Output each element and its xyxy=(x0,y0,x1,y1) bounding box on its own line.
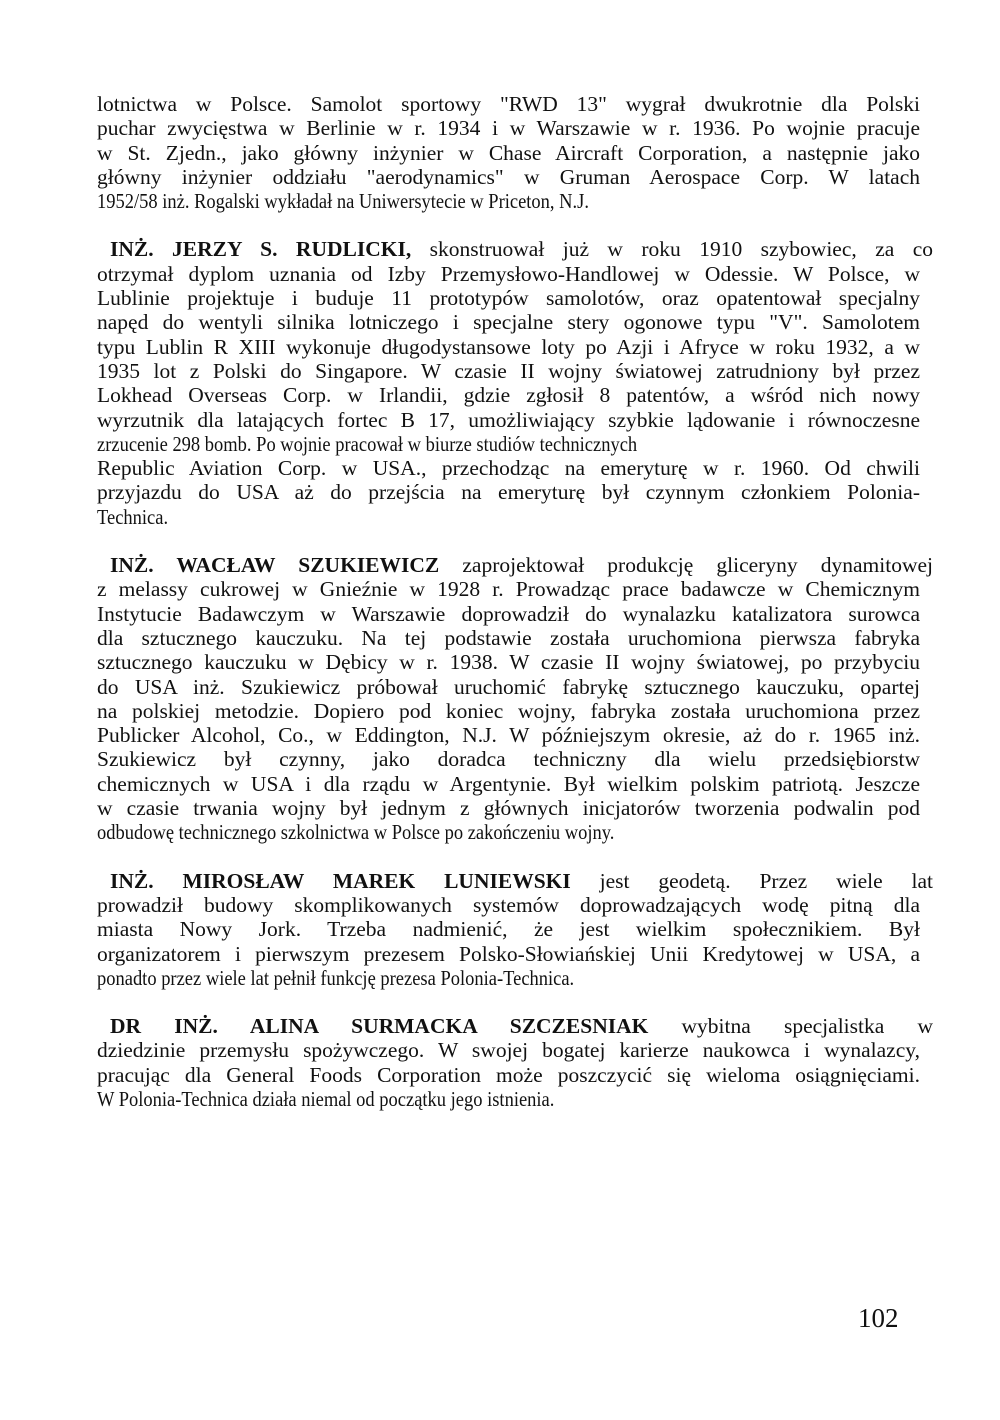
paragraph-luniewski xyxy=(97,868,933,990)
text-line: typu Lublin R XIII wykonuje długodystansowe loty po Azji i Afryce w roku 1932, a w xyxy=(97,334,920,359)
text-line: dla sztucznego kauczuku. Na tej podstawie została uruchomiona pierwsza fabryka xyxy=(97,625,920,650)
text-line: wyrzutnik dla latających fortec B 17, umożliwiający szybkie lądowanie i równoczesne xyxy=(97,407,920,432)
text-line: puchar zwycięstwa w Berlinie w r. 1934 i w Warszawie w r. 1936. Po wojnie pracuje xyxy=(97,116,920,141)
text-line: odbudowę technicznego szkolnictwa w Polsce po zakończeniu wojny. xyxy=(97,820,615,845)
paragraph-gap xyxy=(97,845,920,869)
text-line: z melassy cukrowej w Gnieźnie w 1928 r. Prowadząc prace badawcze w Chemicznym xyxy=(97,577,920,602)
text-line: W Polonia-Technica działa niemal od początku jego istnienia. xyxy=(97,1086,555,1111)
paragraph-gap xyxy=(97,529,920,553)
text-line: zrzucenie 298 bomb. Po wojnie pracował w biurze studiów technicznych xyxy=(97,431,638,456)
text-line: ponadto przez wiele lat pełnił funkcję prezesa Polonia-Technica. xyxy=(97,965,575,990)
paragraph-gap xyxy=(97,213,920,237)
paragraph-rogalski-continuation xyxy=(97,92,920,213)
person-name: INŻ. JERZY S. RUDLICKI, xyxy=(110,237,412,262)
text-line: Publicker Alcohol, Co., w Eddington, N.J. W późniejszym okresie, aż do r. 1965 inż. xyxy=(97,723,920,748)
text-line: Szukiewicz był czynny, jako doradca techniczny dla wielu przedsiębiorstw xyxy=(97,747,920,772)
text-line: 1952/58 inż. Rogalski wykładał na Uniwersytecie w Priceton, N.J. xyxy=(97,189,589,214)
person-name: INŻ. MIROSŁAW MAREK LUNIEWSKI xyxy=(110,868,571,893)
text-line: chemicznych w USA i dla rządu w Argentynie. Był wielkim polskim patriotą. Jeszcze xyxy=(97,771,920,796)
text-line: lotnictwa w Polsce. Samolot sportowy "RWD 13" wygrał dwukrotnie dla Polski xyxy=(97,92,920,116)
paragraph-gap xyxy=(97,990,920,1014)
text-line: pracując dla General Foods Corporation może poszczycić się wieloma osiągnięciami. xyxy=(97,1062,920,1087)
paragraph-szczesniak xyxy=(97,1014,933,1111)
text-line: Republic Aviation Corp. w USA., przechodząc na emeryturę w r. 1960. Od chwili xyxy=(97,456,920,481)
text-line xyxy=(97,237,933,261)
text-line: przyjazdu do USA aż do przejścia na emeryturę był czynnym członkiem Polonia- xyxy=(97,480,920,505)
paragraph-rudlicki xyxy=(97,237,933,529)
page-number: 102 xyxy=(858,1303,899,1333)
text-line xyxy=(97,553,933,577)
person-name: INŻ. WACŁAW SZUKIEWICZ xyxy=(110,553,440,578)
text-line: sztucznego kauczuku w Dębicy w r. 1938. W czasie II wojny światowej, po przybyciu xyxy=(97,650,920,675)
text-line: w St. Zjedn., jako główny inżynier w Chase Aircraft Corporation, a następnie jako xyxy=(97,140,920,165)
person-name: DR INŻ. ALINA SURMACKA SZCZESNIAK xyxy=(110,1014,649,1039)
paragraph-szukiewicz xyxy=(97,553,933,845)
text-line: główny inżynier oddziału "aerodynamics" w Gruman Aerospace Corp. W latach xyxy=(97,164,920,189)
text-line: w czasie trwania wojny był jednym z głównych inicjatorów tworzenia podwalin pod xyxy=(97,796,920,821)
text-line: organizatorem i pierwszym prezesem Polsko-Słowiańskiej Unii Kredytowej w USA, a xyxy=(97,941,920,966)
text-line: dziedzinie przemysłu spożywczego. W swojej bogatej karierze naukowca i wynalazcy, xyxy=(97,1038,920,1063)
text-line: otrzymał dyplom uznania od Izby Przemysłowo-Handlowej w Odessie. W Polsce, w xyxy=(97,261,920,286)
text-line: Lokhead Overseas Corp. w Irlandii, gdzie zgłosił 8 patentów, a wśród nich nowy xyxy=(97,383,920,408)
text-run: zaprojektował produkcję gliceryny dynamitowej xyxy=(439,553,933,578)
text-line: Technica. xyxy=(97,504,169,529)
text-run: wybitna specjalistka w xyxy=(648,1014,933,1039)
text-line: napęd do wentyli silnika lotniczego i specjalne stery ogonowe typu "V". Samolotem xyxy=(97,310,920,335)
text-line xyxy=(97,869,933,893)
text-run: jest geodetą. Przez wiele lat xyxy=(570,868,933,893)
text-line: prowadził budowy skomplikowanych systemów doprowadzających wodę pitną dla xyxy=(97,892,920,917)
text-line: na polskiej metodzie. Dopiero pod koniec wojny, fabryka została uruchomiona przez xyxy=(97,698,920,723)
text-line: do USA inż. Szukiewicz próbował uruchomić fabrykę sztucznego kauczuku, opartej xyxy=(97,674,920,699)
document-page xyxy=(97,92,933,1111)
text-run: skonstruował już w roku 1910 szybowiec, za co xyxy=(411,237,933,262)
text-line: 1935 lot z Polski do Singapore. W czasie II wojny światowej zatrudniony był przez xyxy=(97,358,920,383)
text-line: Lublinie projektuje i buduje 11 prototypów samolotów, oraz opatentował specjalny xyxy=(97,286,920,311)
text-line: Instytucie Badawczym w Warszawie doprowadził do wynalazku katalizatora surowca xyxy=(97,601,920,626)
text-line xyxy=(97,1014,933,1038)
text-line: miasta Nowy Jork. Trzeba nadmienić, że jest wielkim społecznikiem. Był xyxy=(97,917,920,942)
